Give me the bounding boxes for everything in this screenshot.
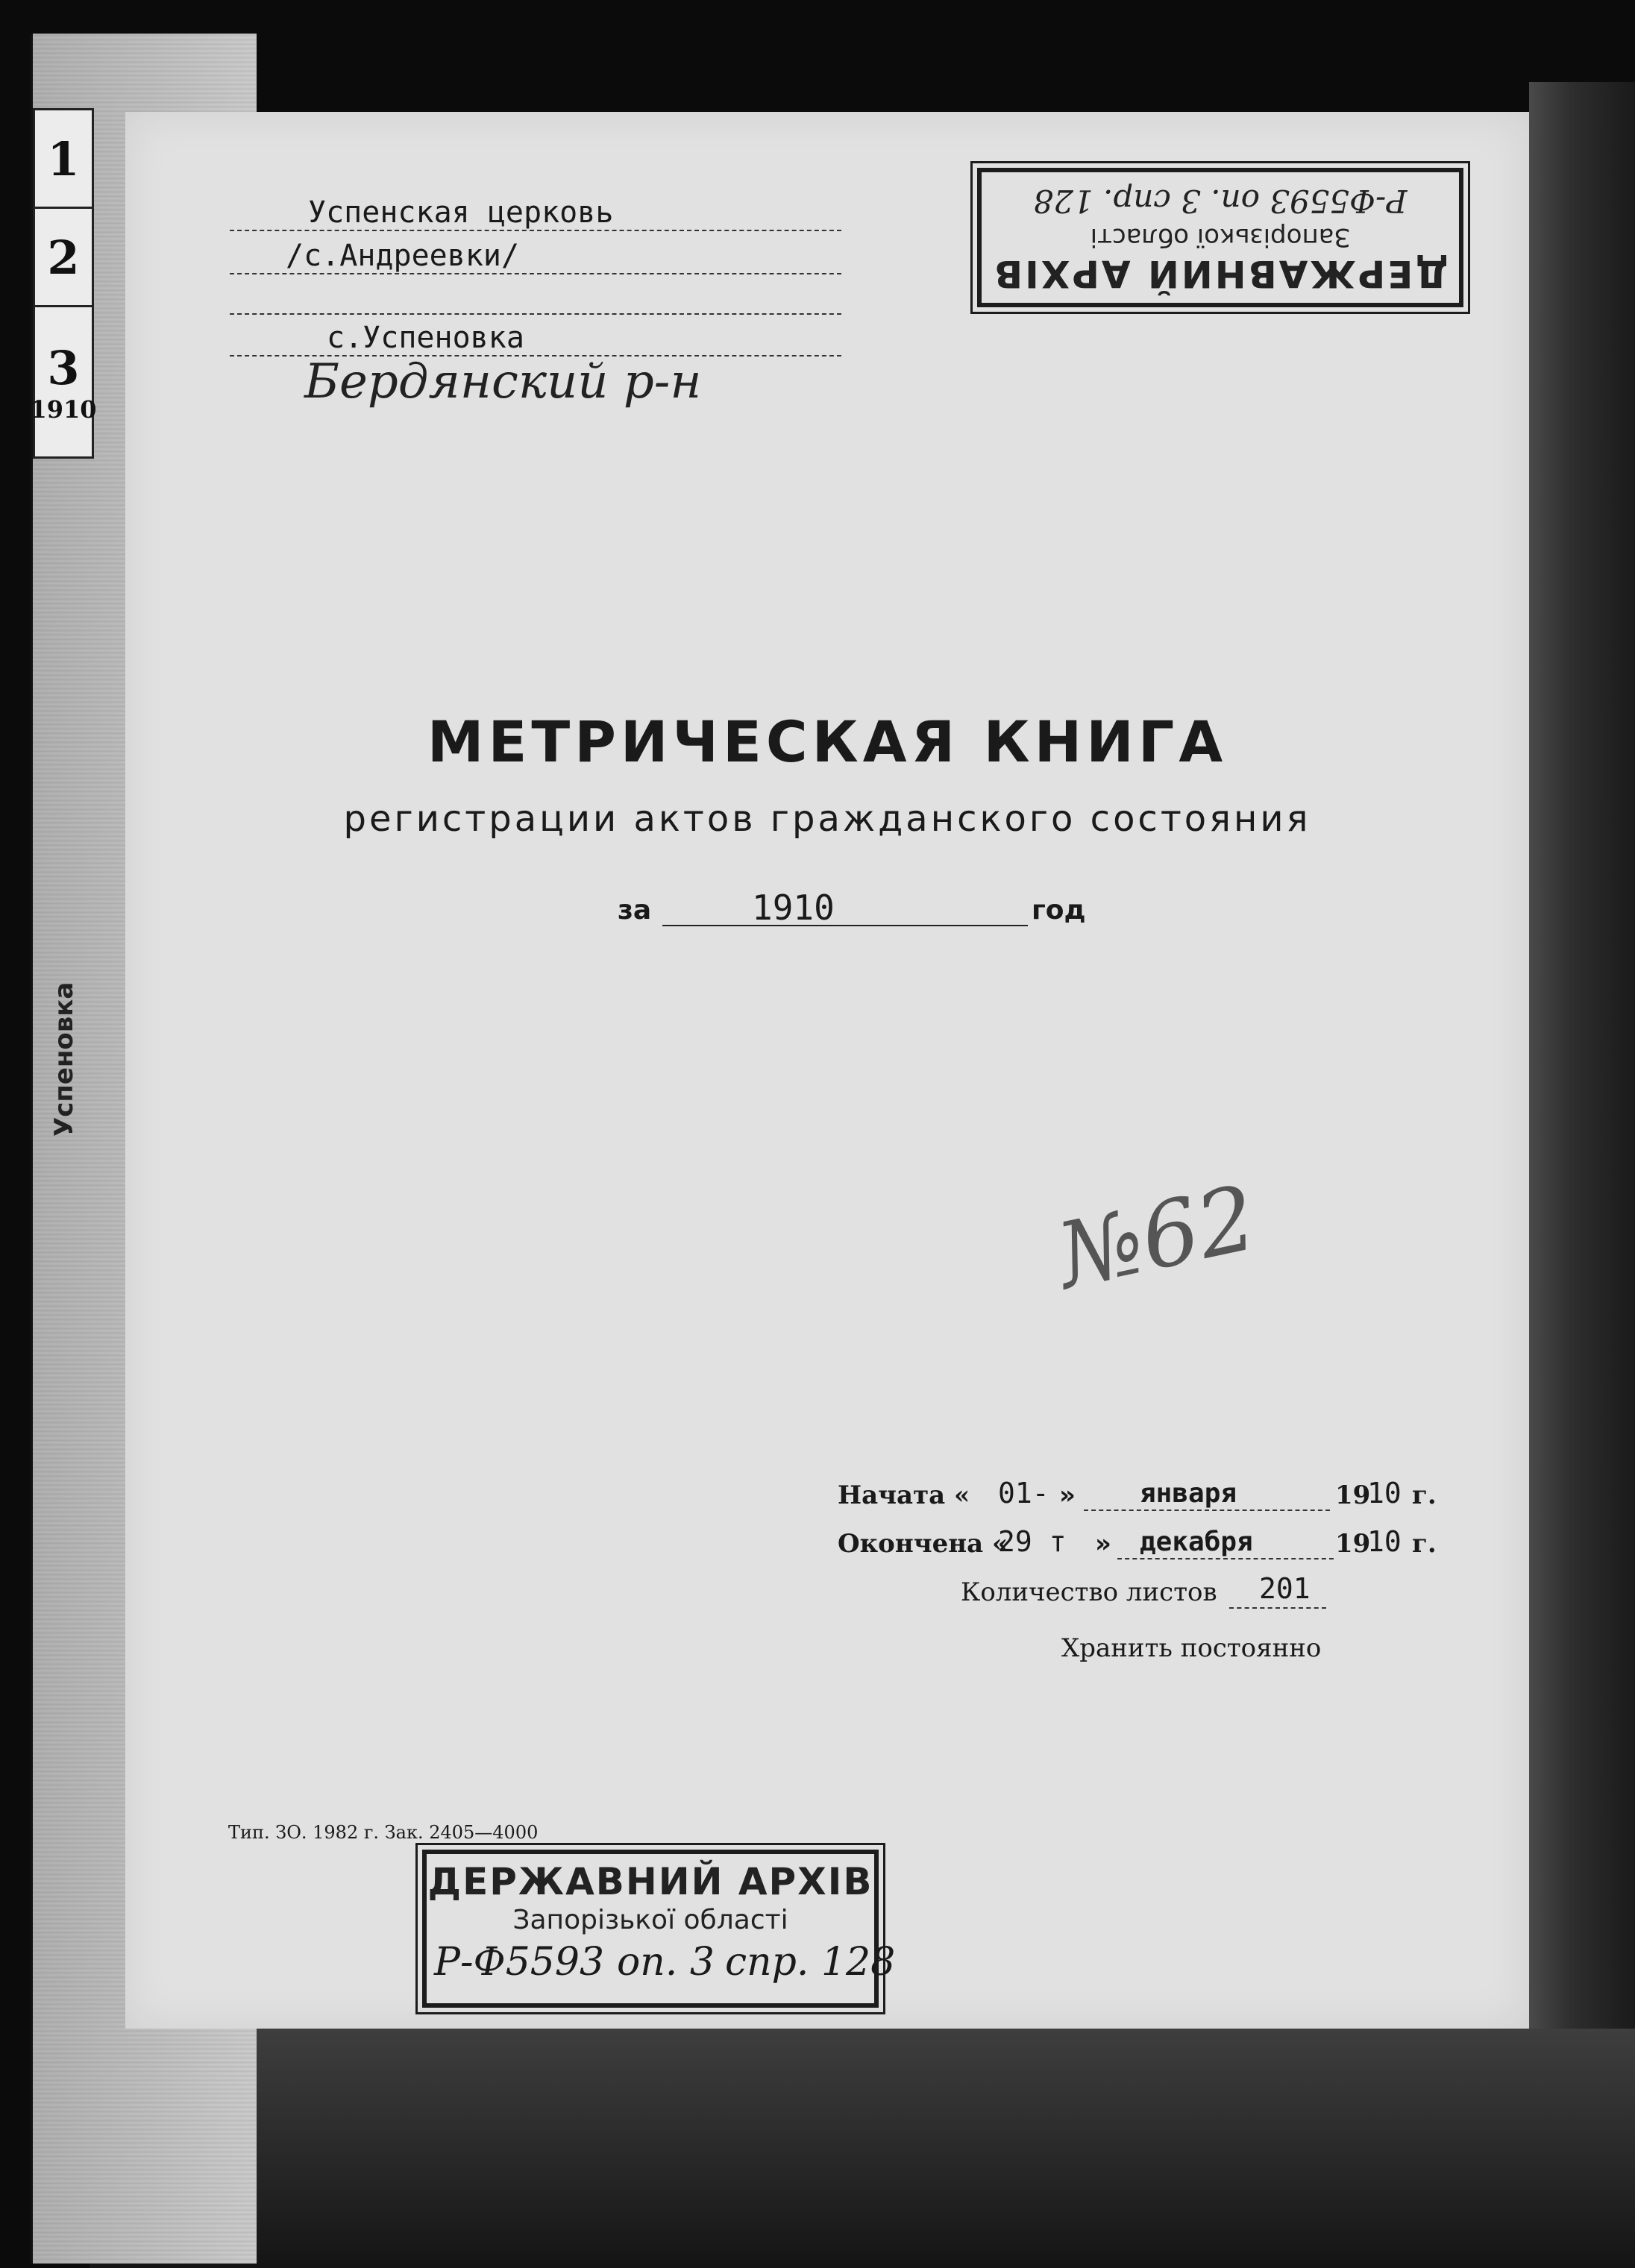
end-month: декабря <box>1140 1527 1253 1557</box>
year-suffix: год <box>1032 895 1086 926</box>
stamp-bottom-fond: Р-Ф5593 <box>434 1940 605 1985</box>
spine-vertical-text: Успеновка <box>49 981 79 1137</box>
end-g: г. <box>1412 1529 1437 1559</box>
start-month: января <box>1140 1478 1237 1509</box>
stamp-top-line1: ДЕРЖАВНИЙ АРХІВ <box>992 252 1449 295</box>
handwritten-number: №62 <box>1049 1166 1265 1310</box>
stamp-bottom-op: оп. 3 <box>617 1940 715 1985</box>
district-handwritten: Бердянский р-н <box>304 354 702 409</box>
spine-label-3-num: 3 <box>47 340 80 395</box>
book-subtitle: регистрации актов гражданского состояния <box>343 798 1311 840</box>
stamp-bottom-line2: Запорізької області <box>512 1905 788 1935</box>
spine-label-3 <box>30 305 97 459</box>
stamp-top-line3: Р-Ф5593 оп. 3 спр. 128 <box>1033 183 1408 219</box>
end-month-rule <box>1117 1558 1334 1559</box>
cover-page <box>125 112 1529 2029</box>
start-close: » <box>1059 1480 1076 1510</box>
spine-label-2: 2 <box>33 207 94 308</box>
village-old: /с.Андреевки/ <box>286 239 520 273</box>
start-year-hand: 10 <box>1367 1477 1402 1510</box>
sheets-rule <box>1229 1607 1326 1609</box>
start-year-print: 19 <box>1335 1480 1371 1510</box>
sheets-value: 201 <box>1259 1572 1311 1605</box>
end-year-hand: 10 <box>1367 1525 1402 1558</box>
church-rule <box>230 230 841 231</box>
church-name: Успенская церковь <box>308 195 614 230</box>
keep-permanent: Хранить постоянно <box>1061 1633 1322 1663</box>
end-day: 29 т <box>998 1525 1067 1558</box>
book-title: МЕТРИЧЕСКАЯ КНИГА <box>427 709 1228 775</box>
year-prefix: за <box>618 895 652 926</box>
end-close: » <box>1095 1529 1111 1559</box>
spine-label-1: 1 <box>33 108 94 210</box>
sheets-label: Количество листов <box>961 1577 1217 1607</box>
start-day: 01- <box>998 1477 1049 1510</box>
scanner-background-right <box>1529 82 1635 2268</box>
archive-stamp-top <box>977 168 1463 307</box>
scanner-background-bottom <box>90 2029 1635 2268</box>
stamp-bottom-spr: спр. 128 <box>725 1940 896 1985</box>
stamp-bottom-line1: ДЕРЖАВНИЙ АРХІВ <box>427 1860 873 1903</box>
year-rule <box>662 925 1028 926</box>
blank-rule <box>230 313 841 315</box>
end-year-print: 19 <box>1335 1529 1371 1559</box>
year-value: 1910 <box>752 888 835 928</box>
spine-label-year: 1910 <box>30 395 97 424</box>
stamp-top-line2: Запорізької області <box>1090 222 1351 252</box>
village-old-rule <box>230 273 841 274</box>
archive-stamp-bottom <box>422 1850 896 2008</box>
end-label: Окончена « <box>838 1529 1008 1559</box>
start-label: Начата « <box>838 1480 970 1510</box>
start-month-rule <box>1084 1510 1330 1511</box>
print-info: Тип. ЗО. 1982 г. Зак. 2405—4000 <box>228 1822 539 1843</box>
village-new: с.Успеновка <box>327 321 524 355</box>
start-g: г. <box>1412 1480 1437 1510</box>
